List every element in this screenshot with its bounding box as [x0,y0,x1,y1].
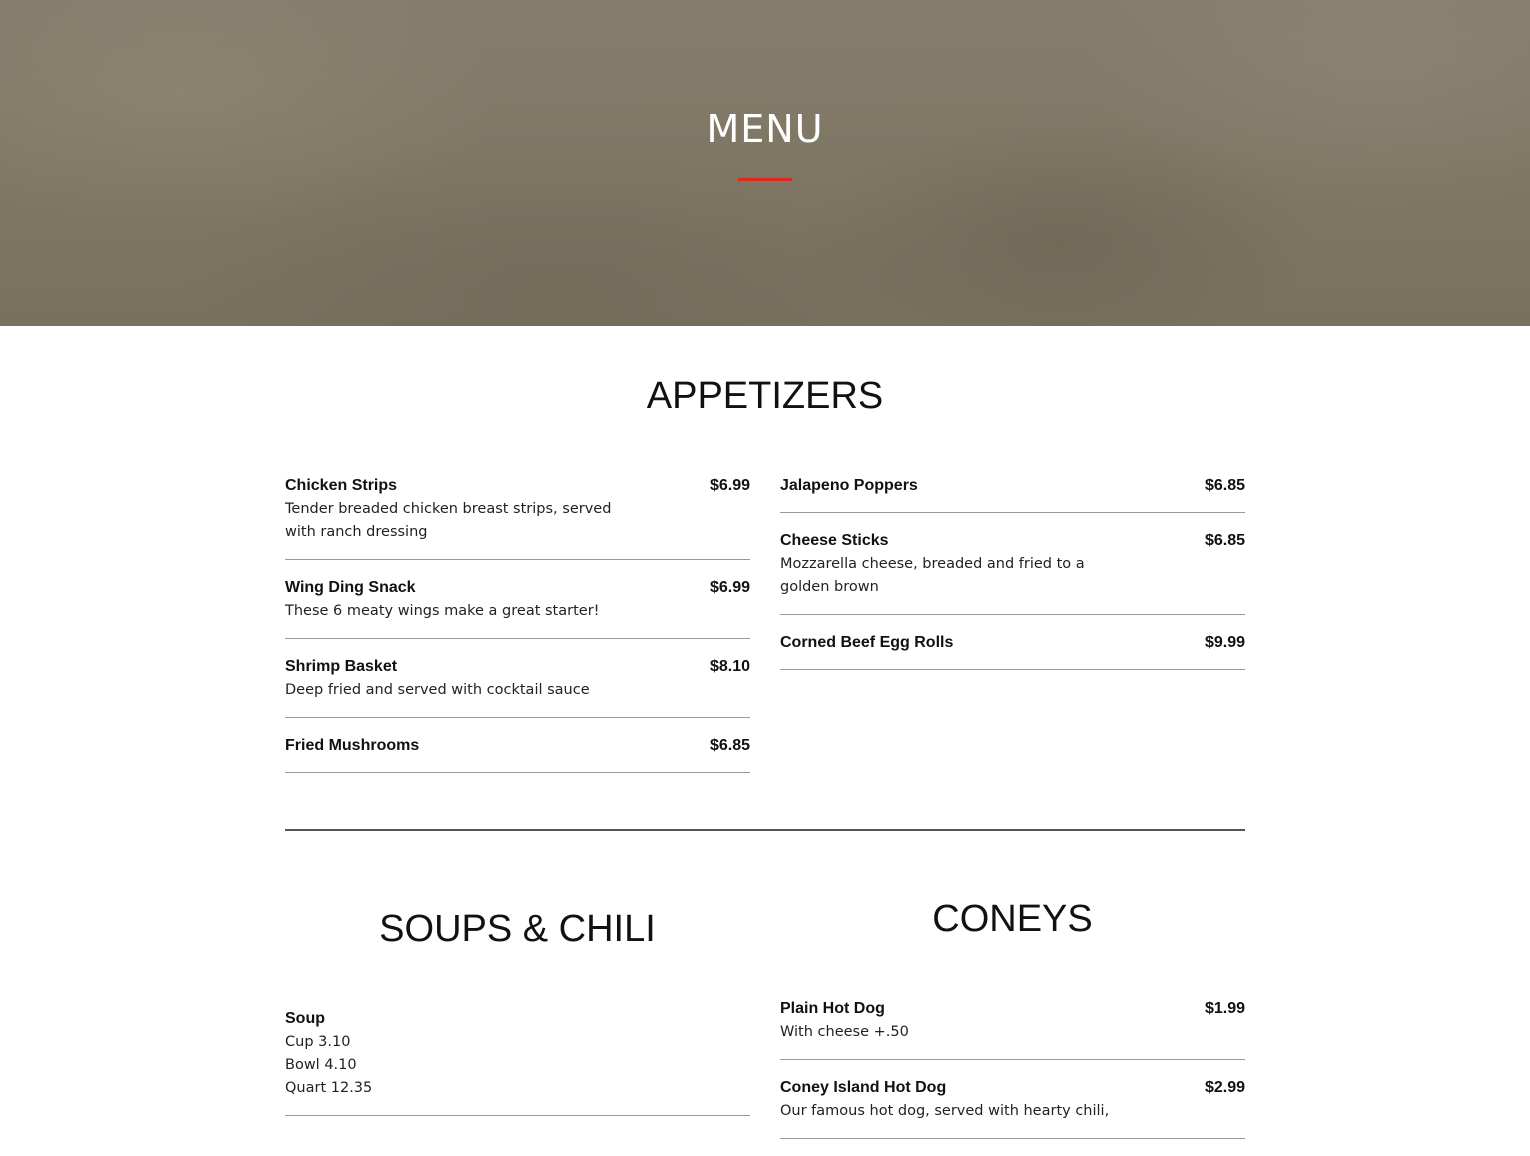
menu-item-price: $8.10 [709,658,750,675]
menu-item-price: $1.99 [1204,1000,1245,1017]
menu-item-price: $6.99 [709,477,750,494]
appetizers-right-column [780,475,1245,687]
appetizers-left-column [285,475,750,790]
menu-item-description: Our famous hot dog, served with hearty chili, [780,1103,1110,1119]
menu-item-size-option: Cup 3.10 [285,1034,351,1050]
menu-item [285,735,750,773]
menu-hero-banner [0,0,1530,326]
menu-item-price: $6.85 [1204,477,1245,494]
soups-chili-heading: SOUPS & CHILI [379,908,656,950]
coneys-column [780,998,1245,1156]
page-title: MENU [706,107,824,151]
menu-item-name: Corned Beef Egg Rolls [780,634,954,651]
menu-item-name: Shrimp Basket [285,658,398,675]
menu-item-description: Deep fried and served with cocktail sauce [285,682,590,698]
menu-item [780,998,1245,1060]
title-accent-rule [738,178,792,181]
menu-item-name: Wing Ding Snack [285,579,416,596]
menu-item [780,1077,1245,1139]
menu-item-description: With cheese +.50 [780,1024,909,1040]
menu-item-name: Plain Hot Dog [780,1000,885,1017]
menu-item-name: Jalapeno Poppers [780,477,918,494]
menu-item [285,656,750,718]
menu-item-price: $9.99 [1204,634,1245,651]
menu-item-name: Cheese Sticks [780,532,889,549]
appetizers-heading: APPETIZERS [646,375,884,417]
menu-item-name: Soup [285,1010,325,1027]
menu-item [780,632,1245,670]
menu-item [285,1008,750,1116]
menu-item-description: These 6 meaty wings make a great starter! [285,603,600,619]
section-divider [285,829,1245,831]
menu-item-size-option: Bowl 4.10 [285,1057,357,1073]
soups-column [285,1008,750,1133]
menu-item-description: Tender breaded chicken breast strips, served with ranch dressing [285,501,612,540]
menu-item-price: $2.99 [1204,1079,1245,1096]
coneys-heading: CONEYS [932,898,1093,940]
menu-item-size-option: Quart 12.35 [285,1080,373,1096]
menu-item-price: $6.85 [709,737,750,754]
menu-item-name: Fried Mushrooms [285,737,420,754]
menu-item-name: Coney Island Hot Dog [780,1079,947,1096]
menu-item [780,530,1245,615]
menu-item [285,475,750,560]
menu-item-name: Chicken Strips [285,477,398,494]
menu-item [285,577,750,639]
menu-item-price: $6.99 [709,579,750,596]
menu-item [780,475,1245,513]
menu-item-description: Mozzarella cheese, breaded and fried to a golden brown [780,556,1085,595]
menu-item-price: $6.85 [1204,532,1245,549]
